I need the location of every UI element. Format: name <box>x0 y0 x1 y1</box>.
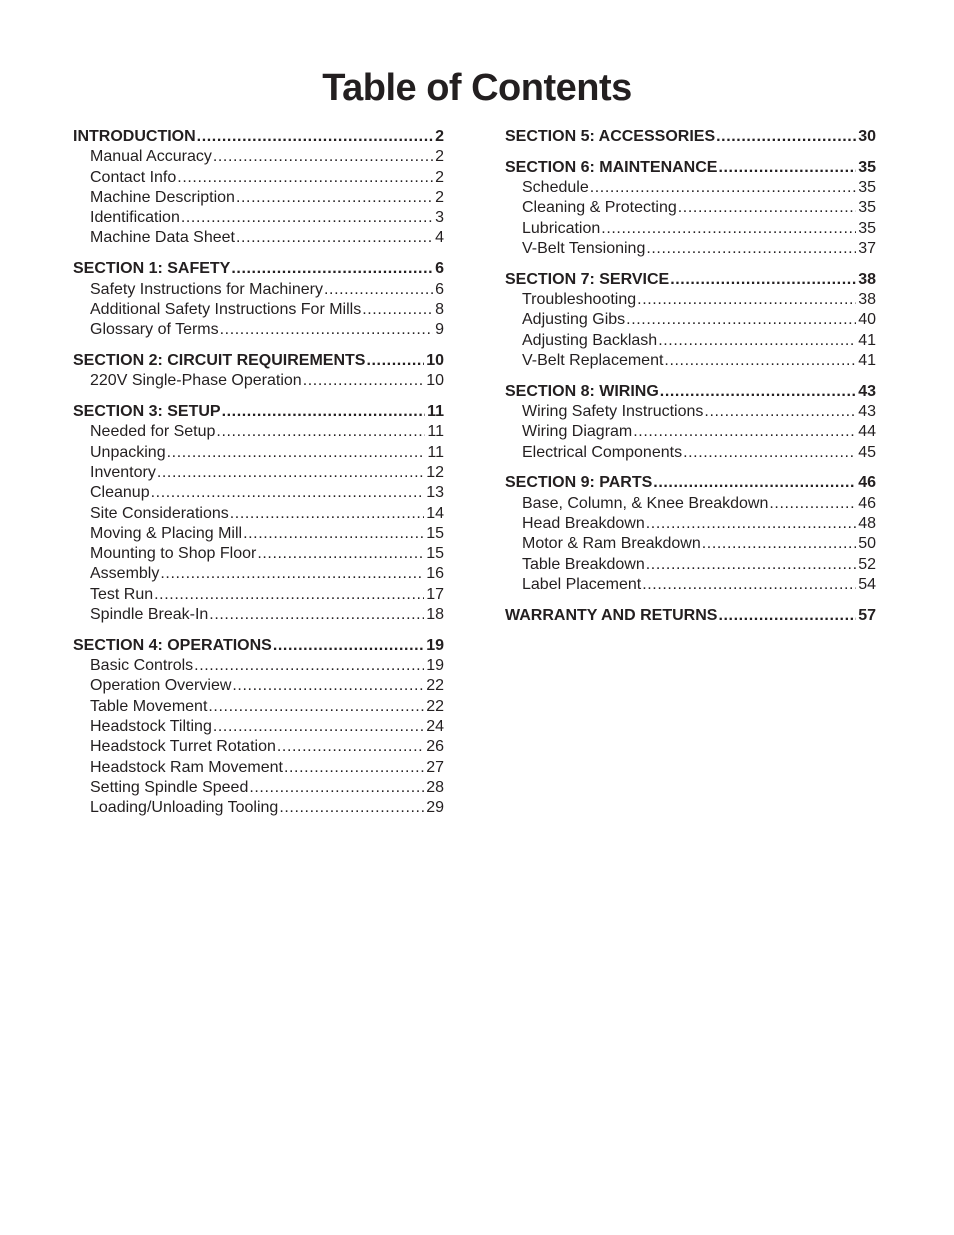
toc-entry-section-2-circuit-requirements[interactable] <box>73 351 444 371</box>
toc-item-label: Adjusting Backlash <box>522 331 658 349</box>
toc-page-number: 43 <box>858 403 876 421</box>
toc-column-right <box>505 127 876 637</box>
toc-item-label: 220V Single-Phase Operation <box>90 372 302 390</box>
toc-page-number: 18 <box>426 606 444 624</box>
toc-entry-v-belt-tensioning[interactable] <box>505 239 876 259</box>
toc-entry-adjusting-gibs[interactable] <box>505 310 876 330</box>
toc-item-label: Spindle Break-In <box>90 606 209 624</box>
toc-page-number: 35 <box>858 179 876 197</box>
toc-page-number: 27 <box>426 758 444 776</box>
toc-entry-setting-spindle-speed[interactable] <box>73 778 444 798</box>
dot-leader <box>284 758 424 778</box>
dot-leader <box>590 178 856 198</box>
toc-page-number: 19 <box>426 636 444 654</box>
toc-section <box>73 351 444 392</box>
toc-entry-machine-data-sheet[interactable] <box>73 228 444 248</box>
toc-page-number: 3 <box>435 209 444 227</box>
toc-entry-headstock-turret-rotation[interactable] <box>73 737 444 757</box>
toc-item-label: Basic Controls <box>90 657 194 675</box>
dot-leader <box>678 198 856 218</box>
toc-column-left <box>73 127 444 829</box>
dot-leader <box>303 371 425 391</box>
toc-item-label: Test Run <box>90 585 154 603</box>
toc-page-number: 43 <box>858 382 876 400</box>
toc-page-number: 50 <box>858 535 876 553</box>
toc-item-label: Needed for Setup <box>90 423 216 441</box>
dot-leader <box>157 463 424 483</box>
toc-entry-section-7-service[interactable] <box>505 270 876 290</box>
toc-section-title: SECTION 9: PARTS <box>505 474 653 492</box>
toc-section-title: INTRODUCTION <box>73 128 196 145</box>
dot-leader <box>181 208 433 228</box>
toc-page-number: 24 <box>426 718 444 736</box>
toc-item-label: Additional Safety Instructions For Mills <box>90 300 362 318</box>
toc-page-number: 22 <box>426 697 444 715</box>
toc-item-label: Headstock Turret Rotation <box>90 738 276 756</box>
toc-entry-base-column-knee-breakdown[interactable] <box>505 494 876 514</box>
toc-page-number: 6 <box>435 260 444 278</box>
toc-item-label: Safety Instructions for Machinery <box>90 280 323 298</box>
dot-leader <box>213 147 433 167</box>
toc-section-title: SECTION 1: SAFETY <box>73 260 231 278</box>
toc-section <box>73 127 444 249</box>
toc-page-number: 26 <box>426 738 444 756</box>
toc-section <box>505 127 876 147</box>
toc-item-label: Glossary of Terms <box>90 321 219 339</box>
dot-leader <box>324 280 433 300</box>
toc-entry-operation-overview[interactable] <box>73 676 444 696</box>
toc-page-number: 11 <box>427 443 444 461</box>
toc-page-number: 41 <box>858 351 876 369</box>
toc-page-number: 46 <box>858 474 876 492</box>
toc-page-number: 37 <box>858 239 876 257</box>
toc-item-label: V-Belt Replacement <box>522 351 664 369</box>
toc-page-number: 16 <box>426 565 444 583</box>
toc-entry-schedule[interactable] <box>505 178 876 198</box>
toc-entry-wiring-safety-instructions[interactable] <box>505 402 876 422</box>
dot-leader <box>716 127 856 147</box>
toc-item-label: Unpacking <box>90 443 166 461</box>
dot-leader <box>213 717 424 737</box>
toc-page-number: 54 <box>858 575 876 593</box>
toc-page-number: 6 <box>435 280 444 298</box>
toc-page-number: 52 <box>858 555 876 573</box>
toc-item-label: Troubleshooting <box>522 291 637 309</box>
toc-item-label: Setting Spindle Speed <box>90 778 249 796</box>
dot-leader <box>177 168 433 188</box>
toc-item-label: Inventory <box>90 463 156 481</box>
toc-entry-assembly[interactable] <box>73 564 444 584</box>
toc-entry-table-breakdown[interactable] <box>505 555 876 575</box>
toc-entry-contact-info[interactable] <box>73 168 444 188</box>
toc-page-number: 57 <box>858 606 876 624</box>
toc-entry-table-movement[interactable] <box>73 697 444 717</box>
toc-section <box>73 636 444 819</box>
toc-entry-lubrication[interactable] <box>505 219 876 239</box>
toc-item-label: Machine Description <box>90 188 235 206</box>
toc-page-number: 35 <box>858 199 876 217</box>
toc-entry-wiring-diagram[interactable] <box>505 422 876 442</box>
dot-leader <box>279 798 424 818</box>
dot-leader <box>653 473 856 493</box>
toc-item-label: Manual Accuracy <box>90 148 212 166</box>
toc-entry-identification[interactable] <box>73 208 444 228</box>
dot-leader <box>222 402 426 422</box>
toc-entry-loading-unloading-tooling[interactable] <box>73 798 444 818</box>
toc-entry-adjusting-backlash[interactable] <box>505 331 876 351</box>
toc-entry-cleaning-protecting[interactable] <box>505 198 876 218</box>
dot-leader <box>702 534 856 554</box>
dot-leader <box>208 697 424 717</box>
dot-leader <box>249 778 424 798</box>
dot-leader <box>658 331 856 351</box>
toc-entry-site-considerations[interactable] <box>73 504 444 524</box>
page-title: Table of Contents <box>322 67 632 109</box>
dot-leader <box>216 422 425 442</box>
toc-entry-unpacking[interactable] <box>73 443 444 463</box>
dot-leader <box>683 443 856 463</box>
toc-section <box>73 259 444 340</box>
toc-page-number: 40 <box>858 311 876 329</box>
dot-leader <box>220 320 433 340</box>
toc-page-number: 41 <box>858 331 876 349</box>
dot-leader <box>646 555 856 575</box>
toc-page-number: 45 <box>858 443 876 461</box>
toc-item-label: Machine Data Sheet <box>90 229 235 247</box>
toc-entry-label-placement[interactable] <box>505 575 876 595</box>
dot-leader <box>273 636 424 656</box>
dot-leader <box>277 737 424 757</box>
dot-leader <box>197 127 433 147</box>
dot-leader <box>243 524 424 544</box>
toc-page-number: 44 <box>858 423 876 441</box>
toc-page-number: 46 <box>858 494 876 512</box>
dot-leader <box>664 351 856 371</box>
toc-entry-section-6-maintenance[interactable] <box>505 158 876 178</box>
toc-section-title: SECTION 2: CIRCUIT REQUIREMENTS <box>73 351 366 369</box>
dot-leader <box>232 676 424 696</box>
toc-page-number: 22 <box>426 677 444 695</box>
toc-entry-glossary-of-terms[interactable] <box>73 320 444 340</box>
toc-section <box>505 270 876 371</box>
toc-page-number: 35 <box>858 158 876 176</box>
toc-page-number: 10 <box>426 351 444 369</box>
toc-item-label: Assembly <box>90 565 160 583</box>
toc-page-number: 2 <box>435 168 444 186</box>
toc-page-number: 28 <box>426 778 444 796</box>
toc-entry-section-8-wiring[interactable] <box>505 382 876 402</box>
toc-section-title: SECTION 5: ACCESSORIES <box>505 128 716 145</box>
toc-page-number: 19 <box>426 657 444 675</box>
toc-item-label: Operation Overview <box>90 677 232 695</box>
toc-page-number: 2 <box>435 128 444 145</box>
toc-section-title: SECTION 7: SERVICE <box>505 270 670 288</box>
toc-item-label: Table Movement <box>90 697 208 715</box>
toc-section-title: SECTION 8: WIRING <box>505 382 659 400</box>
toc-entry-head-breakdown[interactable] <box>505 514 876 534</box>
toc-item-label: Contact Info <box>90 168 177 186</box>
toc-entry-cleanup[interactable] <box>73 483 444 503</box>
toc-page-number: 2 <box>435 188 444 206</box>
toc-page-number: 8 <box>435 300 444 318</box>
toc-entry-introduction[interactable] <box>73 127 444 147</box>
dot-leader <box>257 544 424 564</box>
dot-leader <box>642 575 856 595</box>
toc-section <box>505 382 876 463</box>
toc-item-label: Lubrication <box>522 219 601 237</box>
dot-leader <box>769 494 856 514</box>
dot-leader <box>704 402 856 422</box>
dot-leader <box>718 606 856 626</box>
toc-page-number: 9 <box>435 321 444 339</box>
toc-item-label: V-Belt Tensioning <box>522 239 646 257</box>
toc-page-number: 4 <box>435 229 444 247</box>
toc-item-label: Wiring Safety Instructions <box>522 403 704 421</box>
toc-entry-needed-for-setup[interactable] <box>73 422 444 442</box>
toc-section <box>505 606 876 626</box>
toc-page-number: 2 <box>435 148 444 166</box>
toc-entry-inventory[interactable] <box>73 463 444 483</box>
toc-page-number: 30 <box>858 128 876 145</box>
toc-entry-section-9-parts[interactable] <box>505 473 876 493</box>
toc-entry-spindle-break-in[interactable] <box>73 605 444 625</box>
toc-item-label: Cleanup <box>90 484 150 502</box>
toc-page-number: 38 <box>858 291 876 309</box>
toc-page-number: 14 <box>426 504 444 522</box>
dot-leader <box>167 443 426 463</box>
dot-leader <box>160 564 424 584</box>
toc-item-label: Adjusting Gibs <box>522 311 626 329</box>
toc-section-title: SECTION 3: SETUP <box>73 403 221 421</box>
dot-leader <box>366 351 424 371</box>
toc-entry-motor-ram-breakdown[interactable] <box>505 534 876 554</box>
toc-item-label: Moving & Placing Mill <box>90 524 243 542</box>
toc-page-number: 11 <box>427 423 444 441</box>
toc-entry-troubleshooting[interactable] <box>505 290 876 310</box>
toc-entry-220v-single-phase-operation[interactable] <box>73 371 444 391</box>
dot-leader <box>646 239 856 259</box>
toc-page-number: 38 <box>858 270 876 288</box>
toc-entry-basic-controls[interactable] <box>73 656 444 676</box>
toc-item-label: Site Considerations <box>90 504 229 522</box>
toc-entry-test-run[interactable] <box>73 585 444 605</box>
toc-item-label: Headstock Tilting <box>90 718 212 736</box>
toc-entry-manual-accuracy[interactable] <box>73 147 444 167</box>
toc-page-number: 15 <box>426 524 444 542</box>
dot-leader <box>660 382 856 402</box>
dot-leader <box>236 228 433 248</box>
toc-item-label: Headstock Ram Movement <box>90 758 283 776</box>
dot-leader <box>230 504 424 524</box>
dot-leader <box>236 188 433 208</box>
toc-page-number: 48 <box>858 515 876 533</box>
toc-item-label: Schedule <box>522 179 589 197</box>
toc-page-number: 11 <box>427 403 444 421</box>
toc-section <box>505 473 876 595</box>
dot-leader <box>633 422 856 442</box>
toc-page-number: 17 <box>426 585 444 603</box>
toc-entry-warranty-and-returns[interactable] <box>505 606 876 626</box>
toc-item-label: Table Breakdown <box>522 555 645 573</box>
toc-item-label: Identification <box>90 209 180 227</box>
toc-entry-headstock-tilting[interactable] <box>73 717 444 737</box>
dot-leader <box>231 259 433 279</box>
dot-leader <box>646 514 856 534</box>
toc-entry-section-5-accessories[interactable] <box>505 127 876 147</box>
toc-entry-electrical-components[interactable] <box>505 443 876 463</box>
toc-item-label: Label Placement <box>522 575 642 593</box>
dot-leader <box>626 310 856 330</box>
dot-leader <box>194 656 424 676</box>
toc-entry-mounting-to-shop-floor[interactable] <box>73 544 444 564</box>
toc-page-number: 35 <box>858 219 876 237</box>
toc-entry-moving-placing-mill[interactable] <box>73 524 444 544</box>
dot-leader <box>637 290 856 310</box>
toc-item-label: Loading/Unloading Tooling <box>90 799 279 817</box>
toc-entry-safety-instructions-for-machinery[interactable] <box>73 280 444 300</box>
toc-section <box>505 158 876 259</box>
dot-leader <box>154 585 424 605</box>
dot-leader <box>718 158 856 178</box>
toc-entry-machine-description[interactable] <box>73 188 444 208</box>
toc-entry-section-1-safety[interactable] <box>73 259 444 279</box>
toc-item-label: Head Breakdown <box>522 515 645 533</box>
toc-section <box>73 402 444 625</box>
toc-page-number: 29 <box>426 799 444 817</box>
toc-page-number: 13 <box>426 484 444 502</box>
dot-leader <box>209 605 424 625</box>
toc-item-label: Wiring Diagram <box>522 423 633 441</box>
dot-leader <box>670 270 856 290</box>
toc-item-label: Motor & Ram Breakdown <box>522 535 701 553</box>
dot-leader <box>601 219 856 239</box>
toc-page-number: 15 <box>426 545 444 563</box>
toc-section-title: SECTION 6: MAINTENANCE <box>505 158 718 176</box>
toc-item-label: Base, Column, & Knee Breakdown <box>522 494 769 512</box>
toc-page-number: 12 <box>426 463 444 481</box>
toc-entry-headstock-ram-movement[interactable] <box>73 758 444 778</box>
toc-page-number: 10 <box>426 372 444 390</box>
toc-section-title: WARRANTY AND RETURNS <box>505 606 718 624</box>
dot-leader <box>362 300 433 320</box>
toc-item-label: Cleaning & Protecting <box>522 199 677 217</box>
toc-item-label: Mounting to Shop Floor <box>90 545 257 563</box>
toc-entry-additional-safety-instructions-for-mills[interactable] <box>73 300 444 320</box>
toc-entry-section-4-operations[interactable] <box>73 636 444 656</box>
dot-leader <box>151 483 425 503</box>
toc-entry-section-3-setup[interactable] <box>73 402 444 422</box>
toc-entry-v-belt-replacement[interactable] <box>505 351 876 371</box>
toc-section-title: SECTION 4: OPERATIONS <box>73 636 272 654</box>
toc-item-label: Electrical Components <box>522 443 683 461</box>
